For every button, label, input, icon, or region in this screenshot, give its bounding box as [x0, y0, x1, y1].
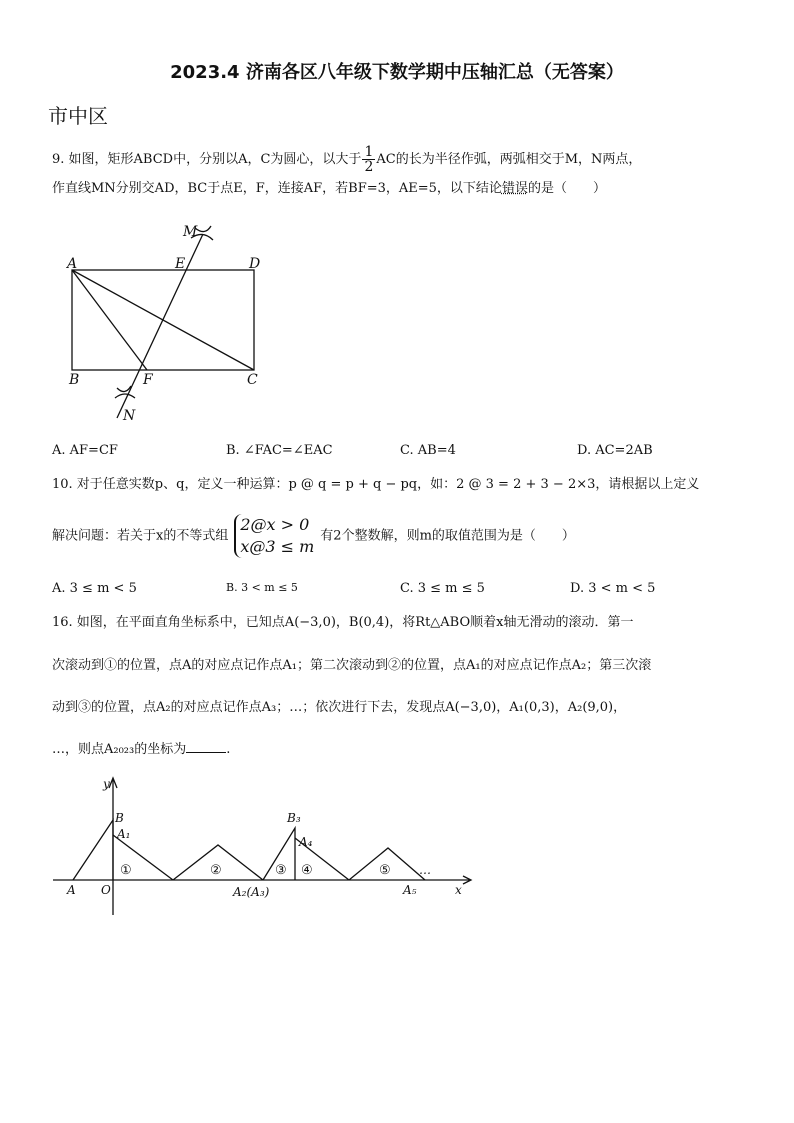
label-f: F	[143, 372, 153, 388]
q9-text-a: 9. 如图，矩形ABCD中，分别以A，C为圆心，以大于	[52, 152, 362, 167]
q9-text-d: 的是（ ）	[527, 181, 606, 196]
label-e: E	[175, 256, 186, 272]
q16-text-a: …，则点A₂₀₂₃的坐标为	[52, 742, 187, 757]
label-x: x	[455, 883, 462, 897]
label-a5: A₅	[403, 883, 417, 897]
q9-frac-num: 1	[364, 144, 374, 160]
arc-m-2	[195, 226, 211, 232]
label-a: A	[67, 256, 78, 272]
inequality-2: x@3 ≤ m	[240, 537, 315, 556]
q9-fraction	[362, 145, 375, 174]
circle-2: ②	[210, 863, 222, 878]
q9-rectangle-figure	[55, 222, 285, 422]
q10-option-a: A. 3 ≤ m < 5	[52, 581, 137, 596]
q16-rolling-triangle-figure	[45, 770, 485, 920]
q16-line1: 16. 如图，在平面直角坐标系中，已知点A(−3,0)，B(0,4)，将Rt△ABO顺着x轴无滑动的滚动．第一	[52, 615, 634, 630]
label-b: B	[69, 372, 80, 388]
q16-line3: 动到③的位置，点A₂的对应点记作点A₃；…；依次进行下去，发现点A(−3,0)，A₁(0,3)，A₂(9,0)，	[52, 700, 627, 715]
document-title: 2023.4 济南各区八年级下数学期中压轴汇总（无答案）	[170, 62, 624, 83]
label-a2-a3: A₂(A₃)	[233, 885, 270, 899]
circle-1: ①	[120, 863, 132, 878]
q16-line4	[52, 741, 230, 759]
label-n: N	[123, 408, 136, 422]
q10-text-a: 解决问题：若关于x的不等式组	[52, 528, 229, 544]
q10-option-c: C. 3 ≤ m ≤ 5	[400, 581, 485, 596]
label-ellipsis: …	[419, 863, 431, 877]
circle-4: ④	[301, 863, 313, 878]
q9-emphasis: 错误	[501, 181, 528, 196]
label-b3: B₃	[287, 811, 301, 825]
q10-line2	[52, 514, 575, 558]
label-a4: A₄	[299, 835, 313, 849]
label-c: C	[247, 372, 258, 388]
q16-text-b: .	[226, 742, 231, 757]
q9-line2	[52, 180, 606, 198]
label-y: y	[103, 777, 110, 791]
answer-blank	[186, 752, 226, 753]
q9-option-a: A. AF=CF	[52, 443, 118, 458]
q9-frac-den: 2	[364, 159, 374, 175]
label-m: M	[183, 224, 198, 240]
q10-line1: 10. 对于任意实数p、q，定义一种运算：p @ q = p + q − pq，如：2 @ 3 = 2 + 3 − 2×3，请根据以上定义	[52, 477, 700, 492]
q10-option-b: B. 3 < m ≤ 5	[226, 581, 298, 594]
q9-option-c: C. AB=4	[400, 443, 456, 458]
circle-5: ⑤	[379, 863, 391, 878]
q9-line1	[52, 145, 641, 174]
q10-option-d: D. 3 < m < 5	[570, 581, 656, 596]
label-o: O	[101, 883, 111, 897]
segment-af	[72, 270, 147, 370]
q16-line2: 次滚动到①的位置，点A的对应点记作点A₁；第二次滚动到②的位置，点A₁的对应点记作点A₂；第三次滚	[52, 658, 652, 673]
section-heading: 市中区	[48, 104, 108, 128]
arc-n-2	[117, 386, 131, 392]
q9-text-b: AC的长为半径作弧，两弧相交于M，N两点，	[376, 152, 642, 167]
q10-text-b: 有2个整数解，则m的取值范围为是（ ）	[320, 528, 575, 544]
q9-option-d: D. AC=2AB	[577, 443, 653, 458]
label-a: A	[67, 883, 76, 897]
q9-text-c: 作直线MN分别交AD，BC于点E，F，连接AF，若BF=3，AE=5，以下结论	[52, 181, 502, 196]
label-b: B	[115, 811, 124, 825]
inequality-1: 2@x > 0	[240, 515, 310, 534]
triangle-abo	[73, 820, 113, 880]
arc-n-1	[115, 394, 135, 398]
q9-option-b: B. ∠FAC=∠EAC	[226, 443, 333, 458]
label-a1: A₁	[117, 827, 131, 841]
inequality-system	[234, 514, 314, 558]
line-mn	[117, 234, 203, 418]
circle-3: ③	[275, 863, 287, 878]
label-d: D	[249, 256, 261, 272]
